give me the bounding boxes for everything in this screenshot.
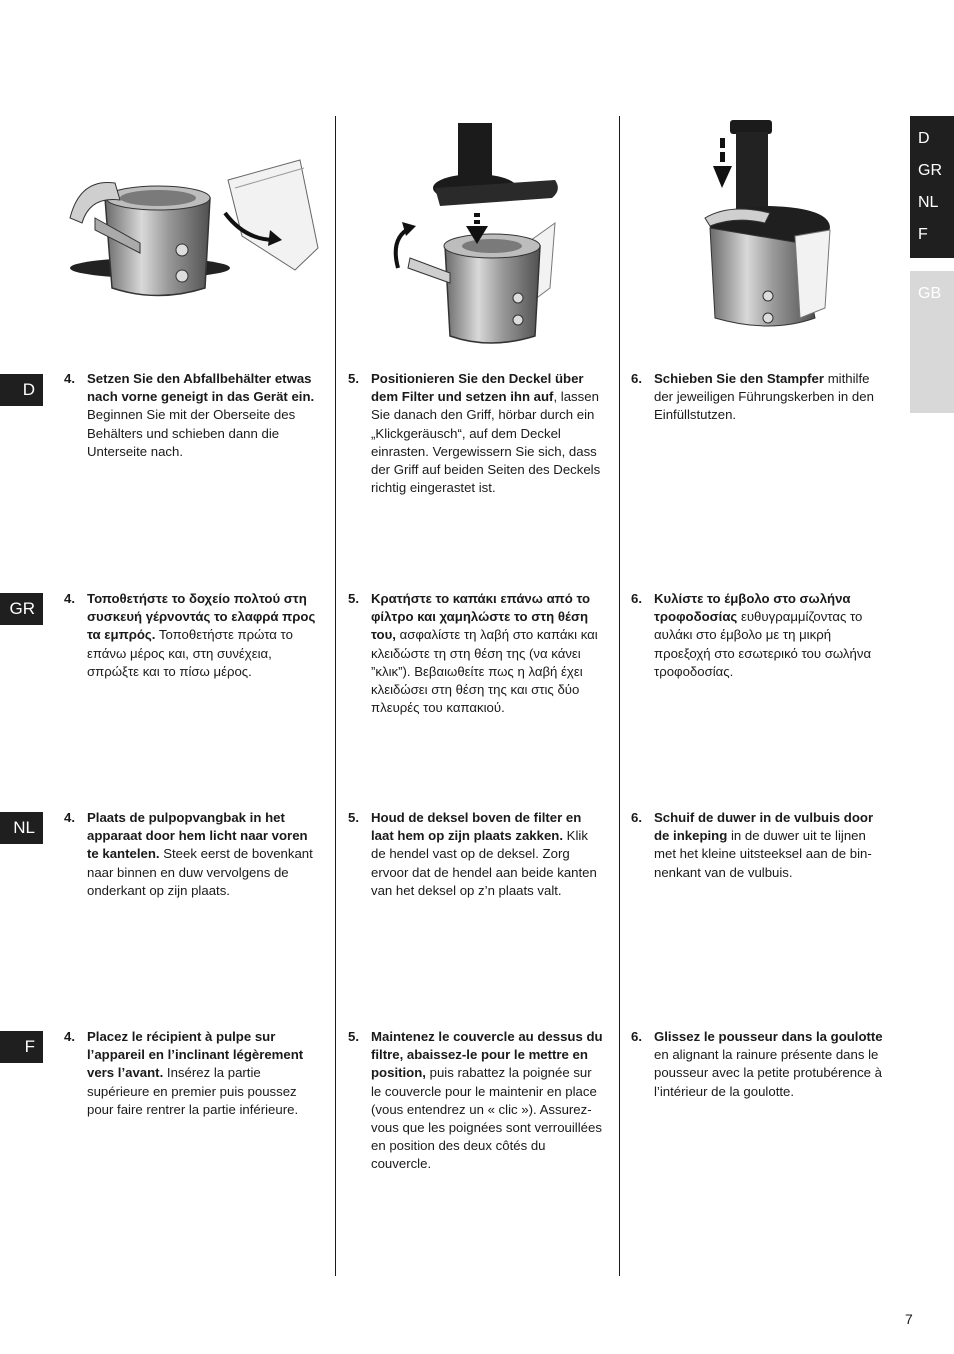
- illustration-insert-pulp-container: [60, 118, 330, 350]
- step-gr-5: [348, 590, 603, 717]
- step-f-4: [64, 1028, 319, 1119]
- tab-gb[interactable]: [910, 271, 954, 413]
- language-tabs: [910, 116, 954, 258]
- step-text: , lassen Sie danach den Griff, hörbar durch ein „Klickgeräusch“, auf dem Deckel einrasten. Vergewissern Sie sich, dass der Griff auf beiden Seiten des Deckels richtig eingerastet ist.: [371, 389, 601, 496]
- step-number: 5.: [348, 810, 359, 825]
- step-bold-text: Τοποθετήστε το δοχείο πολτού στη συσκευή γέρνοντάς το ελαφρά προς τα εμπρός.: [87, 591, 316, 643]
- illustration-position-lid: [380, 118, 650, 350]
- page-number: 7: [905, 1311, 913, 1327]
- step-d-4: [64, 370, 319, 461]
- step-text: Τοποθετήστε πρώτα το επάνω μέρος και, στη συνέχεια, σπρώξτε και το πίσω μέρος.: [87, 627, 293, 679]
- illustration-insert-pusher: [640, 118, 910, 350]
- step-bold-text: Positionieren Sie den Deckel über dem Filter und setzen ihn auf: [371, 371, 584, 405]
- tab-nl[interactable]: NL: [918, 194, 939, 211]
- step-text: Klik de hendel vast op de deksel. Zorg ervoor dat de hendel aan beide kanten van het deksel op z’n plaats valt.: [371, 828, 597, 898]
- step-gr-4: [64, 590, 319, 681]
- step-number: 5.: [348, 371, 359, 386]
- step-number: 6.: [631, 1029, 642, 1044]
- step-bold-text: Κυλίστε το έμβολο στο σωλήνα τροφοδοσίας: [654, 591, 851, 625]
- step-bold-text: Schuif de duwer in de vulbuis door de inkeping: [654, 810, 874, 844]
- tab-d[interactable]: D: [918, 130, 930, 147]
- step-f-6: [631, 1028, 886, 1101]
- step-number: 4.: [64, 1029, 75, 1044]
- step-d-6: [631, 370, 886, 425]
- section-label-nl: NL: [0, 812, 43, 844]
- step-number: 5.: [348, 591, 359, 606]
- section-label-d: D: [0, 374, 43, 406]
- step-text: ευθυγραμμίζοντας το αυλάκι στο έμβολο με τη μικρή προεξοχή στο εσωτερικό του σωλήνα τροφοδοσίας.: [654, 609, 872, 679]
- step-bold-text: Maintenez le couvercle au dessus du filtre, abaissez-le pour le mettre en position,: [371, 1029, 603, 1081]
- step-number: 6.: [631, 810, 642, 825]
- step-text: mithilfe der jeweiligen Führungskerben in den Einfüllstutzen.: [654, 371, 874, 423]
- step-text: Insérez la partie supérieure en premier puis poussez pour faire rentrer la partie inférieure.: [87, 1065, 299, 1117]
- section-label-gr: GR: [0, 593, 43, 625]
- step-gr-6: [631, 590, 886, 681]
- step-d-5: [348, 370, 603, 497]
- step-text: in de duwer uit te lijnen met het kleine uitsteeksel aan de bin-nenkant van de vulbuis.: [654, 828, 872, 880]
- tab-gb-label: GB: [918, 285, 942, 302]
- step-bold-text: Κρατήστε το καπάκι επάνω από το φίλτρο και χαμηλώστε το στη θέση του,: [371, 591, 591, 643]
- step-nl-4: [64, 809, 319, 900]
- step-bold-text: Setzen Sie den Abfallbehälter etwas nach vorne geneigt in das Gerät ein.: [87, 371, 315, 405]
- step-bold-text: Plaats de pulpopvangbak in het apparaat door hem licht naar voren te kantelen.: [87, 810, 308, 862]
- step-bold-text: Houd de deksel boven de filter en laat hem op zijn plaats zakken.: [371, 810, 582, 844]
- step-number: 6.: [631, 591, 642, 606]
- step-text: ασφαλίστε τη λαβή στο καπάκι και κλειδώστε τη στη θέση της (να κάνει ”κλικ”). Βεβαιωθείτε πως η λαβή έχει κλειδώσει στη θέση της και στις δύο πλευρές του καπακιού.: [371, 627, 598, 716]
- step-bold-text: Glissez le pousseur dans la goulotte: [654, 1029, 883, 1044]
- step-text: en alignant la rainure présente dans le pousseur avec la petite protubérence à l’intérieur de la goulotte.: [654, 1047, 882, 1099]
- step-text: puis rabattez la poignée sur le couvercle pour le maintenir en place (vous entendrez un « clic »). Assurez-vous que les poignées sont verrouillées en position des deux côtés du couvercle.: [371, 1065, 602, 1172]
- step-number: 4.: [64, 810, 75, 825]
- section-label-f: F: [0, 1031, 43, 1063]
- step-number: 4.: [64, 591, 75, 606]
- step-f-5: [348, 1028, 603, 1174]
- step-text: Beginnen Sie mit der Oberseite des Behälters und schieben dann die Unterseite nach.: [87, 407, 296, 459]
- step-number: 6.: [631, 371, 642, 386]
- step-bold-text: Schieben Sie den Stampfer: [654, 371, 825, 386]
- step-text: Steek eerst de bovenkant naar binnen en duw vervolgens de onderkant op zijn plaats.: [87, 846, 313, 898]
- column-divider-1: [335, 116, 336, 1276]
- step-number: 4.: [64, 371, 75, 386]
- step-number: 5.: [348, 1029, 359, 1044]
- step-bold-text: Placez le récipient à pulpe sur l’appareil en l’inclinant légèrement vers l’avant.: [87, 1029, 304, 1081]
- tab-f[interactable]: F: [918, 226, 928, 243]
- step-nl-6: [631, 809, 886, 882]
- tab-gr[interactable]: GR: [918, 162, 942, 179]
- step-nl-5: [348, 809, 603, 900]
